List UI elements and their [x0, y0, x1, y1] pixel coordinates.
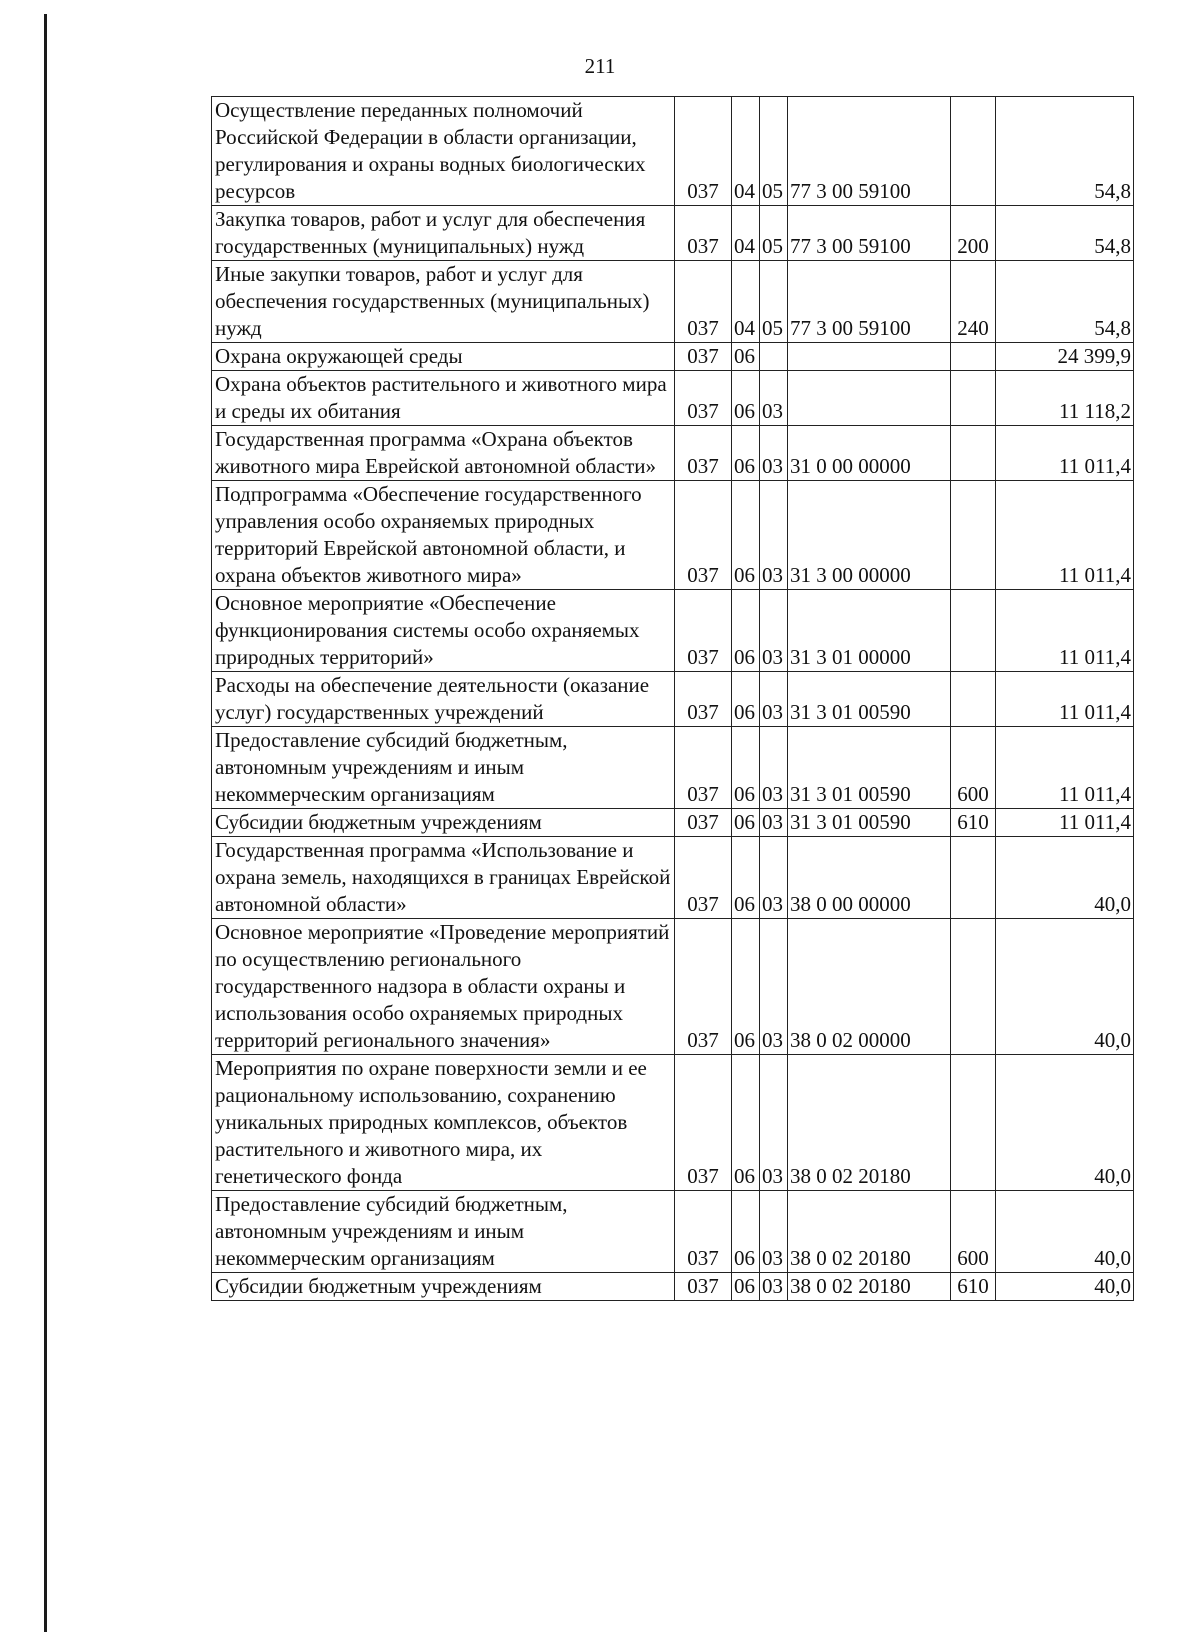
row-name-cell: Закупка товаров, работ и услуг для обеспечения государственных (муниципальных) нужд [212, 206, 675, 261]
table-row [212, 1055, 1134, 1191]
row-name-cell: Государственная программа «Использование и охрана земель, находящихся в границах Еврейской автономной области» [212, 837, 675, 919]
section-code-cell: 06 [732, 590, 760, 672]
expense-type-cell [951, 371, 996, 426]
section-code-cell: 04 [732, 97, 760, 206]
section-code-cell: 06 [732, 672, 760, 727]
subsection-code-cell: 03 [760, 590, 788, 672]
expense-type-cell: 610 [951, 809, 996, 837]
amount-cell: 11 118,2 [996, 371, 1134, 426]
target-article-cell: 38 0 02 20180 [788, 1055, 951, 1191]
target-article-cell: 38 0 00 00000 [788, 837, 951, 919]
expense-type-cell [951, 343, 996, 371]
target-article-cell: 31 3 01 00590 [788, 809, 951, 837]
target-article-cell [788, 343, 951, 371]
amount-cell: 40,0 [996, 837, 1134, 919]
admin-code-cell: 037 [675, 426, 732, 481]
table-row [212, 481, 1134, 590]
admin-code-cell: 037 [675, 206, 732, 261]
target-article-cell: 31 3 01 00590 [788, 727, 951, 809]
row-name-cell: Иные закупки товаров, работ и услуг для обеспечения государственных (муниципальных) нужд [212, 261, 675, 343]
admin-code-cell: 037 [675, 1191, 732, 1273]
amount-cell: 11 011,4 [996, 426, 1134, 481]
admin-code-cell: 037 [675, 837, 732, 919]
subsection-code-cell: 05 [760, 97, 788, 206]
amount-cell: 40,0 [996, 919, 1134, 1055]
expense-type-cell: 200 [951, 206, 996, 261]
amount-cell: 11 011,4 [996, 481, 1134, 590]
table-row [212, 343, 1134, 371]
admin-code-cell: 037 [675, 261, 732, 343]
target-article-cell: 77 3 00 59100 [788, 206, 951, 261]
amount-cell: 24 399,9 [996, 343, 1134, 371]
row-name-cell: Подпрограмма «Обеспечение государственного управления особо охраняемых природных территорий Еврейской автономной области, и охрана объектов животного мира» [212, 481, 675, 590]
section-code-cell: 06 [732, 919, 760, 1055]
amount-cell: 40,0 [996, 1055, 1134, 1191]
admin-code-cell: 037 [675, 97, 732, 206]
subsection-code-cell: 03 [760, 1191, 788, 1273]
target-article-cell: 77 3 00 59100 [788, 97, 951, 206]
amount-cell: 40,0 [996, 1191, 1134, 1273]
section-code-cell: 06 [732, 1273, 760, 1301]
subsection-code-cell: 03 [760, 672, 788, 727]
budget-table [211, 96, 1134, 1301]
admin-code-cell: 037 [675, 481, 732, 590]
admin-code-cell: 037 [675, 371, 732, 426]
row-name-cell: Расходы на обеспечение деятельности (оказание услуг) государственных учреждений [212, 672, 675, 727]
subsection-code-cell: 03 [760, 727, 788, 809]
admin-code-cell: 037 [675, 727, 732, 809]
subsection-code-cell: 03 [760, 837, 788, 919]
amount-cell: 11 011,4 [996, 809, 1134, 837]
expense-type-cell [951, 426, 996, 481]
subsection-code-cell: 03 [760, 809, 788, 837]
admin-code-cell: 037 [675, 919, 732, 1055]
subsection-code-cell: 03 [760, 481, 788, 590]
expense-type-cell: 600 [951, 1191, 996, 1273]
row-name-cell: Субсидии бюджетным учреждениям [212, 1273, 675, 1301]
target-article-cell: 38 0 02 20180 [788, 1273, 951, 1301]
subsection-code-cell: 05 [760, 206, 788, 261]
section-code-cell: 06 [732, 481, 760, 590]
section-code-cell: 06 [732, 727, 760, 809]
row-name-cell: Осуществление переданных полномочий Российской Федерации в области организации, регулирования и охраны водных биологических ресурсов [212, 97, 675, 206]
target-article-cell: 77 3 00 59100 [788, 261, 951, 343]
expense-type-cell: 610 [951, 1273, 996, 1301]
section-code-cell: 04 [732, 206, 760, 261]
table-row [212, 809, 1134, 837]
target-article-cell [788, 371, 951, 426]
expense-type-cell [951, 590, 996, 672]
amount-cell: 54,8 [996, 261, 1134, 343]
section-code-cell: 06 [732, 809, 760, 837]
target-article-cell: 31 3 00 00000 [788, 481, 951, 590]
table-row [212, 727, 1134, 809]
amount-cell: 54,8 [996, 206, 1134, 261]
admin-code-cell: 037 [675, 1055, 732, 1191]
section-code-cell: 06 [732, 1191, 760, 1273]
table-row [212, 1273, 1134, 1301]
amount-cell: 54,8 [996, 97, 1134, 206]
target-article-cell: 38 0 02 20180 [788, 1191, 951, 1273]
admin-code-cell: 037 [675, 672, 732, 727]
target-article-cell: 38 0 02 00000 [788, 919, 951, 1055]
expense-type-cell [951, 919, 996, 1055]
table-row [212, 1191, 1134, 1273]
row-name-cell: Субсидии бюджетным учреждениям [212, 809, 675, 837]
section-code-cell: 04 [732, 261, 760, 343]
section-code-cell: 06 [732, 343, 760, 371]
row-name-cell: Охрана объектов растительного и животного мира и среды их обитания [212, 371, 675, 426]
table-row [212, 590, 1134, 672]
expense-type-cell [951, 1055, 996, 1191]
table-row [212, 837, 1134, 919]
amount-cell: 11 011,4 [996, 672, 1134, 727]
amount-cell: 11 011,4 [996, 590, 1134, 672]
table-row [212, 672, 1134, 727]
amount-cell: 11 011,4 [996, 727, 1134, 809]
row-name-cell: Предоставление субсидий бюджетным, автономным учреждениям и иным некоммерческим организациям [212, 727, 675, 809]
table-row [212, 426, 1134, 481]
section-code-cell: 06 [732, 426, 760, 481]
expense-type-cell [951, 672, 996, 727]
subsection-code-cell: 03 [760, 1055, 788, 1191]
expense-type-cell: 240 [951, 261, 996, 343]
section-code-cell: 06 [732, 1055, 760, 1191]
target-article-cell: 31 3 01 00590 [788, 672, 951, 727]
section-code-cell: 06 [732, 371, 760, 426]
target-article-cell: 31 0 00 00000 [788, 426, 951, 481]
subsection-code-cell: 03 [760, 1273, 788, 1301]
expense-type-cell [951, 97, 996, 206]
admin-code-cell: 037 [675, 1273, 732, 1301]
amount-cell: 40,0 [996, 1273, 1134, 1301]
subsection-code-cell: 03 [760, 919, 788, 1055]
row-name-cell: Государственная программа «Охрана объектов животного мира Еврейской автономной области» [212, 426, 675, 481]
table-row [212, 919, 1134, 1055]
row-name-cell: Основное мероприятие «Обеспечение функционирования системы особо охраняемых природных территорий» [212, 590, 675, 672]
table-row [212, 97, 1134, 206]
row-name-cell: Мероприятия по охране поверхности земли и ее рациональному использованию, сохранению уникальных природных комплексов, объектов растительного и животного мира, их генетического фонда [212, 1055, 675, 1191]
subsection-code-cell: 03 [760, 371, 788, 426]
subsection-code-cell: 03 [760, 426, 788, 481]
target-article-cell: 31 3 01 00000 [788, 590, 951, 672]
row-name-cell: Основное мероприятие «Проведение мероприятий по осуществлению регионального государственного надзора в области охраны и использования особо охраняемых природных территорий регионального значения» [212, 919, 675, 1055]
subsection-code-cell: 05 [760, 261, 788, 343]
table-row [212, 261, 1134, 343]
expense-type-cell [951, 481, 996, 590]
scan-edge-line [44, 14, 47, 1632]
row-name-cell: Предоставление субсидий бюджетным, автономным учреждениям и иным некоммерческим организациям [212, 1191, 675, 1273]
page-number: 211 [584, 54, 616, 78]
subsection-code-cell [760, 343, 788, 371]
expense-type-cell [951, 837, 996, 919]
section-code-cell: 06 [732, 837, 760, 919]
admin-code-cell: 037 [675, 343, 732, 371]
budget-table-body [212, 97, 1134, 1301]
row-name-cell: Охрана окружающей среды [212, 343, 675, 371]
table-row [212, 371, 1134, 426]
admin-code-cell: 037 [675, 590, 732, 672]
table-row [212, 206, 1134, 261]
admin-code-cell: 037 [675, 809, 732, 837]
expense-type-cell: 600 [951, 727, 996, 809]
